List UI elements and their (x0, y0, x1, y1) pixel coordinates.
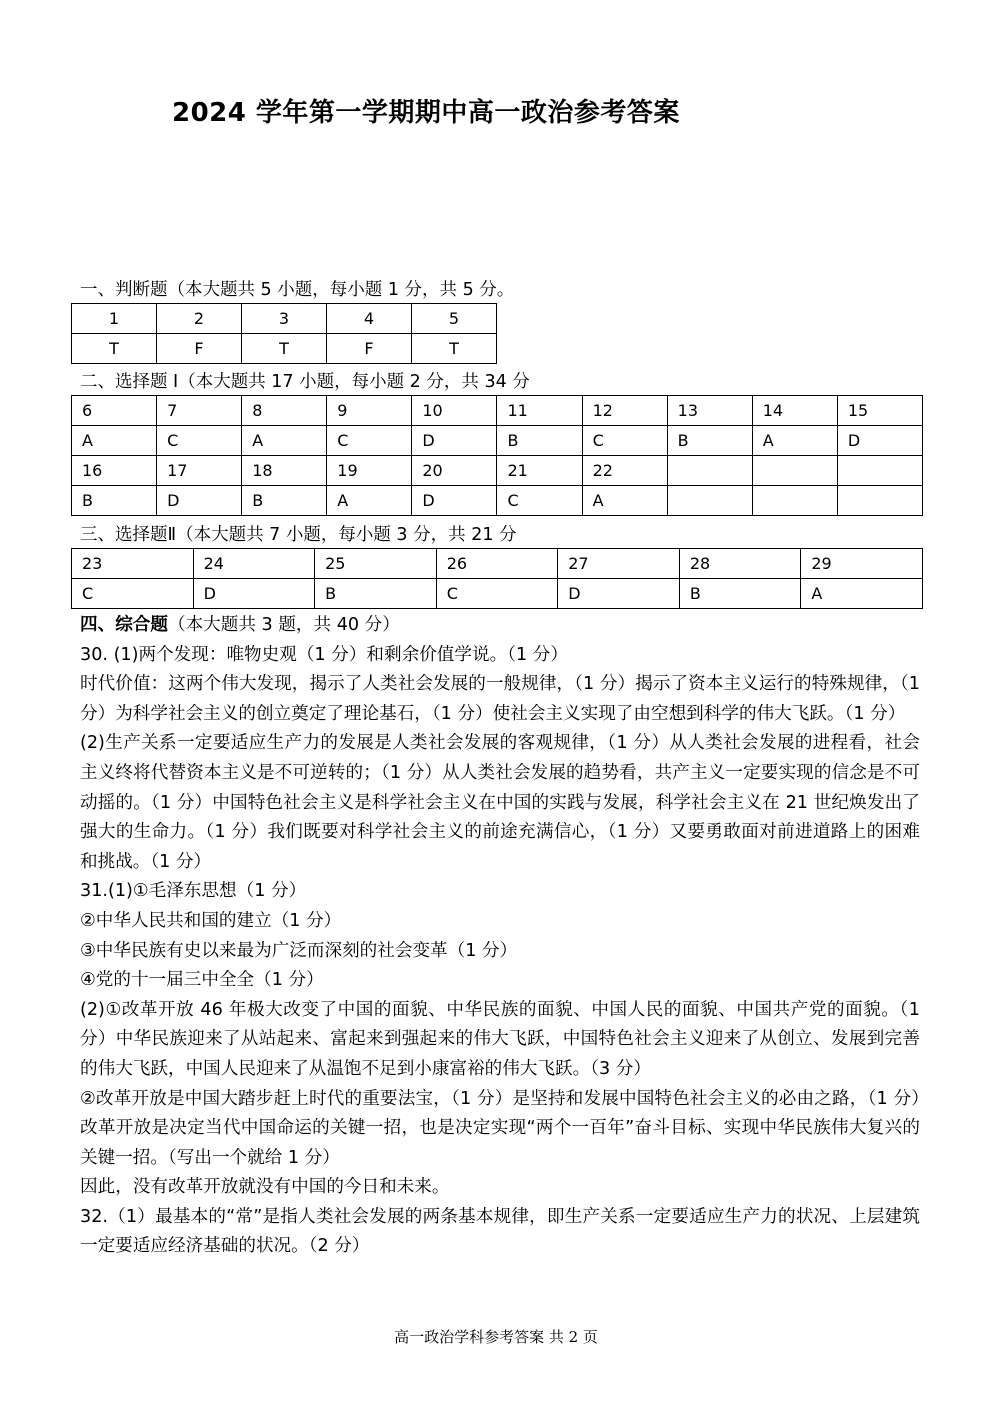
answer-cell: A (582, 486, 667, 516)
section4-heading (80, 611, 920, 641)
section3-heading: 三、选择题Ⅱ（本大题共 7 小题，每小题 3 分，共 21 分 (80, 525, 517, 545)
question-number: 28 (679, 549, 801, 579)
question-number: 29 (801, 549, 923, 579)
answer-cell: C (72, 579, 194, 609)
answer-paragraph: 因此，没有改革开放就没有中国的今日和未来。 (80, 1177, 450, 1198)
answer-cell: B (315, 579, 437, 609)
section1-answer-table (71, 303, 497, 364)
page-footer: 高一政治学科参考答案 共 2 页 (394, 1328, 598, 1346)
table-row (72, 456, 923, 486)
question-number: 20 (412, 456, 497, 486)
answer-body (80, 611, 920, 1262)
answer-paragraph: ③中华民族有史以来最为广泛而深刻的社会变革（1 分） (80, 940, 518, 961)
question-number: 7 (157, 396, 242, 426)
question-number: 6 (72, 396, 157, 426)
table-row (72, 396, 923, 426)
answer-paragraph: 30. (1)两个发现：唯物史观（1 分）和剩余价值学说。（1 分） (80, 644, 568, 665)
question-number: 24 (193, 549, 315, 579)
answer-cell: F (157, 334, 242, 364)
answer-cell: D (837, 426, 922, 456)
answer-cell: B (679, 579, 801, 609)
answer-cell: C (436, 579, 558, 609)
answer-cell: A (752, 426, 837, 456)
answer-cell (837, 486, 922, 516)
section2-heading: 二、选择题 Ⅰ（本大题共 17 小题，每小题 2 分，共 34 分 (80, 372, 530, 392)
question-number: 2 (157, 304, 242, 334)
question-number: 4 (327, 304, 412, 334)
answer-paragraph: ②中华人民共和国的建立（1 分） (80, 910, 342, 931)
answer-cell: T (242, 334, 327, 364)
question-number (667, 456, 752, 486)
answer-cell: C (157, 426, 242, 456)
section3-answer-table (71, 548, 923, 609)
answer-cell: B (242, 486, 327, 516)
answer-paragraph: (2)①改革开放 46 年极大改变了中国的面貌、中华民族的面貌、中国人民的面貌、中国共产党的面貌。（1 分）中华民族迎来了从站起来、富起来到强起来的伟大飞跃，中国特色社会主义迎来了从创立、发展到完善的伟大飞跃，中国人民迎来了从温饱不足到小康富裕的伟大飞跃。（3 分） (80, 999, 920, 1079)
answer-cell (667, 486, 752, 516)
answer-cell: F (327, 334, 412, 364)
section4-heading-rest: （本大题共 3 题，共 40 分） (167, 615, 400, 635)
answer-cell: B (72, 486, 157, 516)
answer-cell: T (412, 334, 497, 364)
table-row (72, 304, 497, 334)
answer-cell: D (412, 486, 497, 516)
question-number: 10 (412, 396, 497, 426)
section4-heading-bold: 四、综合题 (80, 615, 168, 635)
answer-cell: B (497, 426, 582, 456)
question-number: 3 (242, 304, 327, 334)
question-number: 13 (667, 396, 752, 426)
answer-cell: C (582, 426, 667, 456)
table-row (72, 426, 923, 456)
question-number: 18 (242, 456, 327, 486)
question-number: 23 (72, 549, 194, 579)
answer-cell: A (242, 426, 327, 456)
answer-paragraph: ②改革开放是中国大踏步赶上时代的重要法宝，（1 分）是坚持和发展中国特色社会主义的必由之路，（1 分）改革开放是决定当代中国命运的关键一招，也是决定实现“两个一百年”奋斗目标、实现中华民族伟大复兴的关键一招。（写出一个就给 1 分） (80, 1088, 920, 1168)
answer-paragraph: (2)生产关系一定要适应生产力的发展是人类社会发展的客观规律，（1 分）从人类社会发展的进程看，社会主义终将代替资本主义是不可逆转的；（1 分）从人类社会发展的趋势看，共产主义一定要实现的信念是不可动摇的。（1 分）中国特色社会主义是科学社会主义在中国的实践与发展，科学社会主义在 21 世纪焕发出了强大的生命力。（1 分）我们既要对科学社会主义的前途充满信心，（1 分）又要勇敢面对前进道路上的困难和挑战。（1 分） (80, 733, 920, 872)
answer-cell: D (157, 486, 242, 516)
question-number: 12 (582, 396, 667, 426)
question-number (752, 456, 837, 486)
answer-cell: D (412, 426, 497, 456)
table-row (72, 579, 923, 609)
table-row (72, 486, 923, 516)
answer-paragraph: 32.（1）最基本的“常”是指人类社会发展的两条基本规律，即生产关系一定要适应生产力的状况、上层建筑一定要适应经济基础的状况。（2 分） (80, 1206, 920, 1257)
table-row (72, 549, 923, 579)
answer-cell: C (327, 426, 412, 456)
question-number: 9 (327, 396, 412, 426)
answer-paragraph: 时代价值：这两个伟大发现，揭示了人类社会发展的一般规律，（1 分）揭示了资本主义运行的特殊规律，（1 分）为科学社会主义的创立奠定了理论基石，（1 分）使社会主义实现了由空想到科学的伟大飞跃。（1 分） (80, 674, 920, 724)
answer-paragraph: ④党的十一届三中全全（1 分） (80, 970, 324, 991)
page-title: 2024 学年第一学期期中高一政治参考答案 (172, 98, 680, 128)
answer-cell: B (667, 426, 752, 456)
question-number: 1 (72, 304, 157, 334)
question-number: 8 (242, 396, 327, 426)
question-number: 11 (497, 396, 582, 426)
answer-cell: A (327, 486, 412, 516)
answer-cell: A (801, 579, 923, 609)
answer-paragraph: 31.(1)①毛泽东思想（1 分） (80, 881, 307, 902)
answer-cell: D (558, 579, 680, 609)
question-number: 16 (72, 456, 157, 486)
question-number: 22 (582, 456, 667, 486)
answer-cell: C (497, 486, 582, 516)
question-number: 19 (327, 456, 412, 486)
question-number: 17 (157, 456, 242, 486)
question-number: 14 (752, 396, 837, 426)
question-number: 25 (315, 549, 437, 579)
question-number: 26 (436, 549, 558, 579)
answer-cell: A (72, 426, 157, 456)
answer-cell: D (193, 579, 315, 609)
question-number: 27 (558, 549, 680, 579)
table-row (72, 334, 497, 364)
question-number: 15 (837, 396, 922, 426)
section2-answer-table (71, 395, 923, 516)
section1-heading: 一、判断题（本大题共 5 小题，每小题 1 分，共 5 分。 (80, 280, 515, 300)
question-number (837, 456, 922, 486)
question-number: 5 (412, 304, 497, 334)
question-number: 21 (497, 456, 582, 486)
answer-cell: T (72, 334, 157, 364)
answer-cell (752, 486, 837, 516)
